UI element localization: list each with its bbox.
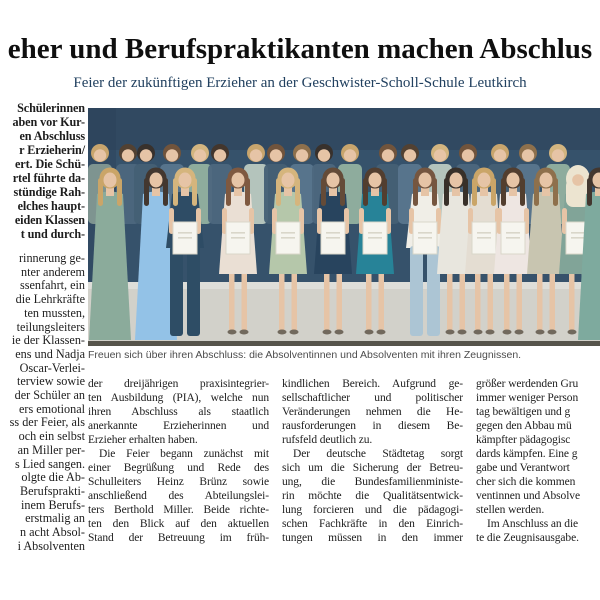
article-column-3: [282, 377, 463, 545]
text-line: Schülerinnen: [17, 101, 85, 115]
text-line: der dreijährigen praxisintegrier-: [88, 378, 269, 390]
text-line: tag bewältigen und g: [476, 406, 571, 418]
text-line: n acht Absol-: [20, 525, 85, 540]
text-line: ssenfahrt, ein: [20, 278, 85, 293]
text-line: en Abschluss: [19, 129, 85, 143]
text-line: ten den Blick auf den aktuellen: [88, 518, 269, 530]
body-paragraph-left: [0, 252, 85, 553]
text-line: elches haupt-: [17, 199, 85, 213]
text-line: Schulleiters Heinz Brünz sowie: [88, 476, 269, 488]
text-line: lung forcieren und die pädagogi-: [282, 504, 463, 516]
text-line: och ein selbst: [18, 429, 85, 444]
text-line: immer weniger Person: [476, 392, 579, 404]
text-line: ten Ausbildung (PIA), welche nun: [88, 392, 269, 404]
text-line: stündige Rah-: [13, 185, 85, 199]
text-line: Berufsprakti-: [20, 483, 85, 498]
text-line: i Absolventen: [17, 538, 85, 553]
text-line: r Erzieherin/: [19, 143, 85, 157]
text-line: schen Fachkräfte in den Einrich-: [282, 518, 463, 530]
text-line: ie der Klassen-: [11, 333, 85, 348]
text-line: kindlichen Bereich. Aufgrund ge-: [282, 378, 463, 390]
article-column-right: [476, 377, 600, 545]
text-line: Erzieher erhalten haben.: [88, 434, 198, 446]
text-line: ten mussten,: [24, 305, 85, 320]
text-line: gegen den Abbau mü: [476, 420, 572, 432]
text-line: Der deutsche Städtetag sorgt: [293, 448, 463, 460]
text-line: Oscar-Verlei-: [19, 360, 85, 375]
text-line: an Miller per-: [17, 442, 85, 457]
text-line: tungen müssen in den immer: [282, 532, 463, 544]
text-line: Im Anschluss an die: [487, 518, 579, 530]
text-line: Die Feier begann zunächst mit: [99, 448, 269, 460]
text-line: nter anderem: [21, 264, 85, 279]
text-line: te die Zeugnisausgabe.: [476, 532, 579, 544]
text-line: aben vor Kur-: [12, 115, 85, 129]
text-line: dards kämpfen. Eine g: [476, 448, 578, 460]
text-line: Stand der Betreuung im früh-: [88, 532, 269, 544]
text-line: ihren Abschluss als staatlich: [88, 406, 269, 418]
text-line: anschließend des Abteilungslei-: [88, 490, 269, 502]
text-line: ens und Nadja: [15, 346, 85, 361]
text-line: rinnerung ge-: [19, 251, 85, 265]
text-line: eiden Klassen: [14, 213, 85, 227]
text-line: einer Begrüßung und Rede des: [88, 462, 269, 474]
text-line: größer werdenden Gru: [476, 378, 579, 390]
headline: eher und Berufspraktikanten machen Abschlus: [7, 33, 593, 65]
text-line: der Schüler an: [14, 388, 85, 403]
text-line: die Lehrkräfte: [15, 292, 85, 307]
text-line: olgte die Ab-: [21, 470, 85, 485]
text-line: sellschaftlicher und politischer: [282, 392, 463, 404]
text-line: cher sich die kommen: [476, 476, 576, 488]
text-line: rausforderungen in diesem Be-: [282, 420, 463, 432]
text-line: gabe und Verantwort: [476, 462, 570, 474]
text-line: ss der Feier, als: [9, 415, 85, 430]
text-line: ert. Die Schü-: [14, 157, 85, 171]
photo-caption: Freuen sich über ihren Abschluss: die Absolventinnen und Absolventen mit ihren Zeugnissen.: [88, 349, 522, 361]
text-line: s Lied sangen.: [14, 456, 85, 471]
text-line: terview sowie: [16, 374, 85, 389]
text-line: sich um die Sicherung der Betreu-: [282, 462, 463, 474]
text-line: erstmalig an: [25, 511, 85, 526]
text-line: rin möchte die Qualitätsentwick-: [282, 490, 463, 502]
text-line: t und durch-: [20, 227, 85, 241]
text-line: ters Berthold Miller. Beide richte-: [88, 504, 269, 516]
text-line: kämpfter pädagogisc: [476, 434, 571, 446]
text-line: ers emotional: [19, 401, 85, 416]
subheadline: Feier der zukünftigen Erzieher an der Geschwister-Scholl-Schule Leutkirch: [73, 75, 527, 91]
article-photo: [88, 108, 600, 346]
text-line: teilungsleiters: [16, 319, 85, 334]
lead-paragraph: [0, 101, 85, 241]
article-column-2: [88, 377, 269, 545]
article-column-left: [0, 101, 85, 553]
graduates-group-photo: [88, 108, 600, 346]
text-line: ung, die Bundesfamilienministe-: [282, 476, 463, 488]
text-line: stellen werden.: [476, 504, 545, 516]
text-line: anerkannte Erzieherinnen und: [88, 420, 269, 432]
text-line: inem Berufs-: [21, 497, 85, 512]
text-line: rufsfeld deutlich zu.: [282, 434, 373, 446]
text-line: ventinnen und Absolve: [476, 490, 580, 502]
text-line: rtel führte da-: [12, 171, 85, 185]
text-line: Veränderungen nehmen die He-: [282, 406, 463, 418]
